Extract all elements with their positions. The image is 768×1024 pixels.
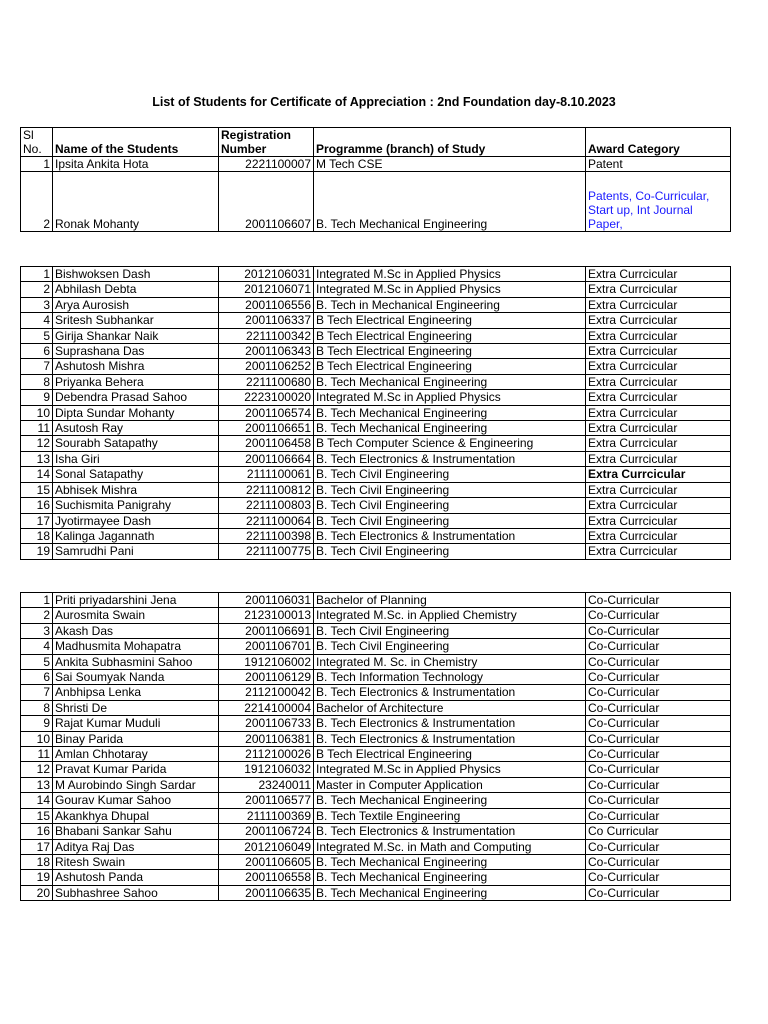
- row-reg: 2123100013: [219, 608, 314, 623]
- row-name: Madhusmita Mohapatra: [53, 639, 219, 654]
- row-name: M Aurobindo Singh Sardar: [53, 777, 219, 792]
- table-row: [21, 451, 731, 466]
- row-sl: 20: [21, 885, 53, 900]
- row-name: Gourav Kumar Sahoo: [53, 793, 219, 808]
- row-award: Patent: [586, 157, 731, 172]
- row-sl: 7: [21, 359, 53, 374]
- row-name: Bhabani Sankar Sahu: [53, 824, 219, 839]
- row-reg: 2001106701: [219, 639, 314, 654]
- row-award: Extra Currcicular: [586, 421, 731, 436]
- header-name: Name of the Students: [53, 128, 219, 157]
- row-programme: B. Tech Electronics & Instrumentation: [314, 824, 586, 839]
- table-row: [21, 390, 731, 405]
- row-reg: 2001106664: [219, 451, 314, 466]
- row-reg: 2001106577: [219, 793, 314, 808]
- table-row: [21, 467, 731, 482]
- row-name: Ronak Mohanty: [53, 172, 219, 232]
- row-programme: B. Tech Civil Engineering: [314, 544, 586, 559]
- row-programme: B. Tech in Mechanical Engineering: [314, 297, 586, 312]
- row-award: Co-Curricular: [586, 623, 731, 638]
- row-sl: 11: [21, 421, 53, 436]
- row-programme: B. Tech Mechanical Engineering: [314, 793, 586, 808]
- table-row: [21, 700, 731, 715]
- row-name: Suchismita Panigrahy: [53, 498, 219, 513]
- table-row: [21, 762, 731, 777]
- row-reg: 2001106031: [219, 593, 314, 608]
- row-reg: 2211100398: [219, 528, 314, 543]
- row-award: Extra Currcicular: [586, 528, 731, 543]
- table-row: [21, 328, 731, 343]
- row-reg: 2211100803: [219, 498, 314, 513]
- row-programme: B. Tech Civil Engineering: [314, 513, 586, 528]
- row-programme: B. Tech Mechanical Engineering: [314, 405, 586, 420]
- table-row: [21, 498, 731, 513]
- row-award: Co-Curricular: [586, 808, 731, 823]
- table-row: [21, 639, 731, 654]
- row-reg: 2111100369: [219, 808, 314, 823]
- row-reg: 2211100812: [219, 482, 314, 497]
- table-row: [21, 670, 731, 685]
- row-reg: 2001106129: [219, 670, 314, 685]
- row-award: Co-Curricular: [586, 716, 731, 731]
- row-name: Bishwoksen Dash: [53, 267, 219, 282]
- row-programme: Integrated M. Sc. in Chemistry: [314, 654, 586, 669]
- row-sl: 3: [21, 623, 53, 638]
- row-award: Co-Curricular: [586, 839, 731, 854]
- row-programme: B. Tech Electronics & Instrumentation: [314, 451, 586, 466]
- row-award: Patents, Co-Curricular, Start up, Int Journal Paper,: [586, 172, 731, 232]
- row-name: Ankita Subhasmini Sahoo: [53, 654, 219, 669]
- row-programme: B. Tech Civil Engineering: [314, 482, 586, 497]
- row-sl: 11: [21, 747, 53, 762]
- row-name: Shristi De: [53, 700, 219, 715]
- table-row: [21, 313, 731, 328]
- row-name: Asutosh Ray: [53, 421, 219, 436]
- row-award: Extra Currcicular: [586, 513, 731, 528]
- co-curricular-table: [20, 592, 731, 901]
- row-name: Ipsita Ankita Hota: [53, 157, 219, 172]
- row-award: Extra Currcicular: [586, 328, 731, 343]
- row-reg: 2001106691: [219, 623, 314, 638]
- table-row: [21, 793, 731, 808]
- row-sl: 4: [21, 313, 53, 328]
- row-award: Extra Currcicular: [586, 344, 731, 359]
- row-reg: 2111100061: [219, 467, 314, 482]
- row-name: Pravat Kumar Parida: [53, 762, 219, 777]
- header-award: Award Category: [586, 128, 731, 157]
- row-award: Extra Currcicular: [586, 390, 731, 405]
- row-programme: B. Tech Mechanical Engineering: [314, 854, 586, 869]
- row-programme: B. Tech Mechanical Engineering: [314, 885, 586, 900]
- row-award: Extra Currcicular: [586, 267, 731, 282]
- row-programme: B Tech Computer Science & Engineering: [314, 436, 586, 451]
- table-row: [21, 528, 731, 543]
- row-sl: 13: [21, 777, 53, 792]
- table-row: [21, 544, 731, 559]
- row-reg: 2001106337: [219, 313, 314, 328]
- row-name: Sonal Satapathy: [53, 467, 219, 482]
- row-sl: 14: [21, 793, 53, 808]
- row-award: Extra Currcicular: [586, 359, 731, 374]
- table-row: [21, 885, 731, 900]
- row-programme: B. Tech Civil Engineering: [314, 467, 586, 482]
- row-sl: 9: [21, 716, 53, 731]
- row-award: Co Curricular: [586, 824, 731, 839]
- row-name: Rajat Kumar Muduli: [53, 716, 219, 731]
- row-sl: 8: [21, 700, 53, 715]
- row-award: Extra Currcicular: [586, 313, 731, 328]
- row-programme: B Tech Electrical Engineering: [314, 344, 586, 359]
- row-sl: 1: [21, 157, 53, 172]
- row-reg: 2001106252: [219, 359, 314, 374]
- row-award: Co-Curricular: [586, 685, 731, 700]
- table-row: [21, 282, 731, 297]
- row-name: Aurosmita Swain: [53, 608, 219, 623]
- row-reg: 2112100042: [219, 685, 314, 700]
- row-programme: Master in Computer Application: [314, 777, 586, 792]
- row-programme: Bachelor of Architecture: [314, 700, 586, 715]
- row-award: Extra Currcicular: [586, 436, 731, 451]
- row-programme: Bachelor of Planning: [314, 593, 586, 608]
- row-name: Anbhipsa Lenka: [53, 685, 219, 700]
- row-sl: 7: [21, 685, 53, 700]
- row-programme: B. Tech Information Technology: [314, 670, 586, 685]
- row-award: Co-Curricular: [586, 854, 731, 869]
- row-name: Binay Parida: [53, 731, 219, 746]
- row-reg: 2211100775: [219, 544, 314, 559]
- row-name: Subhashree Sahoo: [53, 885, 219, 900]
- row-reg: 2001106381: [219, 731, 314, 746]
- table-row: [21, 777, 731, 792]
- row-reg: 2001106651: [219, 421, 314, 436]
- table-row: [21, 716, 731, 731]
- row-programme: Integrated M.Sc. in Applied Chemistry: [314, 608, 586, 623]
- row-sl: 14: [21, 467, 53, 482]
- row-award: Co-Curricular: [586, 747, 731, 762]
- row-reg: 2001106574: [219, 405, 314, 420]
- table-row: [21, 172, 731, 232]
- header-reg: Registration Number: [219, 128, 314, 157]
- row-name: Sourabh Satapathy: [53, 436, 219, 451]
- table-row: [21, 839, 731, 854]
- table-row: [21, 685, 731, 700]
- row-programme: B. Tech Mechanical Engineering: [314, 172, 586, 232]
- row-name: Abhilash Debta: [53, 282, 219, 297]
- row-sl: 15: [21, 482, 53, 497]
- row-sl: 1: [21, 593, 53, 608]
- row-award: Co-Curricular: [586, 885, 731, 900]
- row-reg: 2001106724: [219, 824, 314, 839]
- row-programme: B. Tech Civil Engineering: [314, 498, 586, 513]
- row-award: Co-Curricular: [586, 700, 731, 715]
- row-reg: 2001106605: [219, 854, 314, 869]
- row-name: Dipta Sundar Mohanty: [53, 405, 219, 420]
- table-row: [21, 654, 731, 669]
- row-name: Akankhya Dhupal: [53, 808, 219, 823]
- row-award: Extra Currcicular: [586, 374, 731, 389]
- row-reg: 1912106002: [219, 654, 314, 669]
- row-award: Extra Currcicular: [586, 544, 731, 559]
- row-sl: 10: [21, 405, 53, 420]
- row-programme: B. Tech Mechanical Engineering: [314, 870, 586, 885]
- row-reg: 2012106071: [219, 282, 314, 297]
- row-sl: 16: [21, 498, 53, 513]
- table-row: [21, 824, 731, 839]
- table-row: [21, 482, 731, 497]
- row-sl: 2: [21, 172, 53, 232]
- table-row: [21, 421, 731, 436]
- row-award: Extra Currcicular: [586, 482, 731, 497]
- row-name: Jyotirmayee Dash: [53, 513, 219, 528]
- row-name: Kalinga Jagannath: [53, 528, 219, 543]
- table-row: [21, 359, 731, 374]
- row-programme: B. Tech Electronics & Instrumentation: [314, 731, 586, 746]
- row-sl: 9: [21, 390, 53, 405]
- row-sl: 18: [21, 854, 53, 869]
- row-name: Ashutosh Panda: [53, 870, 219, 885]
- table-row: [21, 593, 731, 608]
- row-reg: 2001106635: [219, 885, 314, 900]
- row-award: Extra Currcicular: [586, 451, 731, 466]
- row-programme: B. Tech Civil Engineering: [314, 623, 586, 638]
- row-sl: 12: [21, 762, 53, 777]
- table-row: [21, 436, 731, 451]
- table-row: [21, 747, 731, 762]
- patent-table: [20, 127, 731, 232]
- row-award: Co-Curricular: [586, 762, 731, 777]
- row-award: Extra Currcicular: [586, 405, 731, 420]
- row-award: Co-Curricular: [586, 639, 731, 654]
- row-programme: Integrated M.Sc in Applied Physics: [314, 282, 586, 297]
- table-header-row: [21, 128, 731, 157]
- row-reg: 2214100004: [219, 700, 314, 715]
- row-award: Extra Currcicular: [586, 297, 731, 312]
- header-programme: Programme (branch) of Study: [314, 128, 586, 157]
- row-award: Co-Curricular: [586, 593, 731, 608]
- row-award: Co-Curricular: [586, 731, 731, 746]
- row-programme: Integrated M.Sc in Applied Physics: [314, 390, 586, 405]
- row-reg: 1912106032: [219, 762, 314, 777]
- table-row: [21, 808, 731, 823]
- row-name: Akash Das: [53, 623, 219, 638]
- row-sl: 19: [21, 870, 53, 885]
- row-sl: 5: [21, 328, 53, 343]
- table-row: [21, 731, 731, 746]
- row-award: Extra Currcicular: [586, 498, 731, 513]
- row-programme: B. Tech Electronics & Instrumentation: [314, 716, 586, 731]
- row-name: Priti priyadarshini Jena: [53, 593, 219, 608]
- row-sl: 17: [21, 839, 53, 854]
- table-row: [21, 870, 731, 885]
- row-programme: B. Tech Mechanical Engineering: [314, 374, 586, 389]
- table-row: [21, 157, 731, 172]
- row-award: Co-Curricular: [586, 793, 731, 808]
- row-reg: 2001106458: [219, 436, 314, 451]
- table-row: [21, 374, 731, 389]
- row-sl: 6: [21, 344, 53, 359]
- row-name: Priyanka Behera: [53, 374, 219, 389]
- row-sl: 12: [21, 436, 53, 451]
- row-name: Amlan Chhotaray: [53, 747, 219, 762]
- row-sl: 1: [21, 267, 53, 282]
- row-programme: B. Tech Mechanical Engineering: [314, 421, 586, 436]
- row-name: Sritesh Subhankar: [53, 313, 219, 328]
- row-reg: 2211100064: [219, 513, 314, 528]
- row-programme: B. Tech Textile Engineering: [314, 808, 586, 823]
- row-reg: 2012106049: [219, 839, 314, 854]
- row-programme: B Tech Electrical Engineering: [314, 313, 586, 328]
- row-award: Co-Curricular: [586, 670, 731, 685]
- row-award: Co-Curricular: [586, 654, 731, 669]
- row-reg: 2112100026: [219, 747, 314, 762]
- row-programme: Integrated M.Sc. in Math and Computing: [314, 839, 586, 854]
- row-programme: B Tech Electrical Engineering: [314, 359, 586, 374]
- row-reg: 2001106733: [219, 716, 314, 731]
- row-reg: 2211100342: [219, 328, 314, 343]
- row-reg: 23240011: [219, 777, 314, 792]
- row-sl: 8: [21, 374, 53, 389]
- row-award: Extra Currcicular: [586, 282, 731, 297]
- row-sl: 13: [21, 451, 53, 466]
- row-sl: 10: [21, 731, 53, 746]
- row-sl: 16: [21, 824, 53, 839]
- row-name: Debendra Prasad Sahoo: [53, 390, 219, 405]
- row-award: Co-Curricular: [586, 870, 731, 885]
- row-name: Ritesh Swain: [53, 854, 219, 869]
- row-reg: 2001106556: [219, 297, 314, 312]
- row-programme: Integrated M.Sc in Applied Physics: [314, 762, 586, 777]
- row-name: Girija Shankar Naik: [53, 328, 219, 343]
- row-programme: B Tech Electrical Engineering: [314, 328, 586, 343]
- row-sl: 2: [21, 282, 53, 297]
- row-name: Aditya Raj Das: [53, 839, 219, 854]
- row-reg: 2001106558: [219, 870, 314, 885]
- row-reg: 2001106607: [219, 172, 314, 232]
- row-reg: 2221100007: [219, 157, 314, 172]
- row-name: Sai Soumyak Nanda: [53, 670, 219, 685]
- row-sl: 2: [21, 608, 53, 623]
- document-title: List of Students for Certificate of Appreciation : 2nd Foundation day-8.10.2023: [152, 95, 616, 109]
- table-row: [21, 513, 731, 528]
- row-award: Co-Curricular: [586, 777, 731, 792]
- row-reg: 2211100680: [219, 374, 314, 389]
- row-name: Suprashana Das: [53, 344, 219, 359]
- row-sl: 3: [21, 297, 53, 312]
- row-sl: 18: [21, 528, 53, 543]
- row-programme: M Tech CSE: [314, 157, 586, 172]
- row-sl: 17: [21, 513, 53, 528]
- header-sl: Sl No.: [21, 128, 53, 157]
- table-row: [21, 267, 731, 282]
- row-reg: 2223100020: [219, 390, 314, 405]
- table-row: [21, 623, 731, 638]
- row-sl: 19: [21, 544, 53, 559]
- row-award: Co-Curricular: [586, 608, 731, 623]
- row-sl: 15: [21, 808, 53, 823]
- row-sl: 6: [21, 670, 53, 685]
- table-row: [21, 608, 731, 623]
- table-row: [21, 344, 731, 359]
- row-name: Samrudhi Pani: [53, 544, 219, 559]
- row-sl: 4: [21, 639, 53, 654]
- row-name: Ashutosh Mishra: [53, 359, 219, 374]
- row-programme: Integrated M.Sc in Applied Physics: [314, 267, 586, 282]
- row-name: Arya Aurosish: [53, 297, 219, 312]
- row-sl: 5: [21, 654, 53, 669]
- table-row: [21, 405, 731, 420]
- row-programme: B. Tech Civil Engineering: [314, 639, 586, 654]
- extra-curricular-table: [20, 266, 731, 560]
- row-programme: B. Tech Electronics & Instrumentation: [314, 685, 586, 700]
- row-reg: 2001106343: [219, 344, 314, 359]
- table-row: [21, 297, 731, 312]
- row-name: Isha Giri: [53, 451, 219, 466]
- row-reg: 2012106031: [219, 267, 314, 282]
- row-programme: B. Tech Electronics & Instrumentation: [314, 528, 586, 543]
- table-row: [21, 854, 731, 869]
- row-programme: B Tech Electrical Engineering: [314, 747, 586, 762]
- row-name: Abhisek Mishra: [53, 482, 219, 497]
- row-award: Extra Currcicular: [586, 467, 731, 482]
